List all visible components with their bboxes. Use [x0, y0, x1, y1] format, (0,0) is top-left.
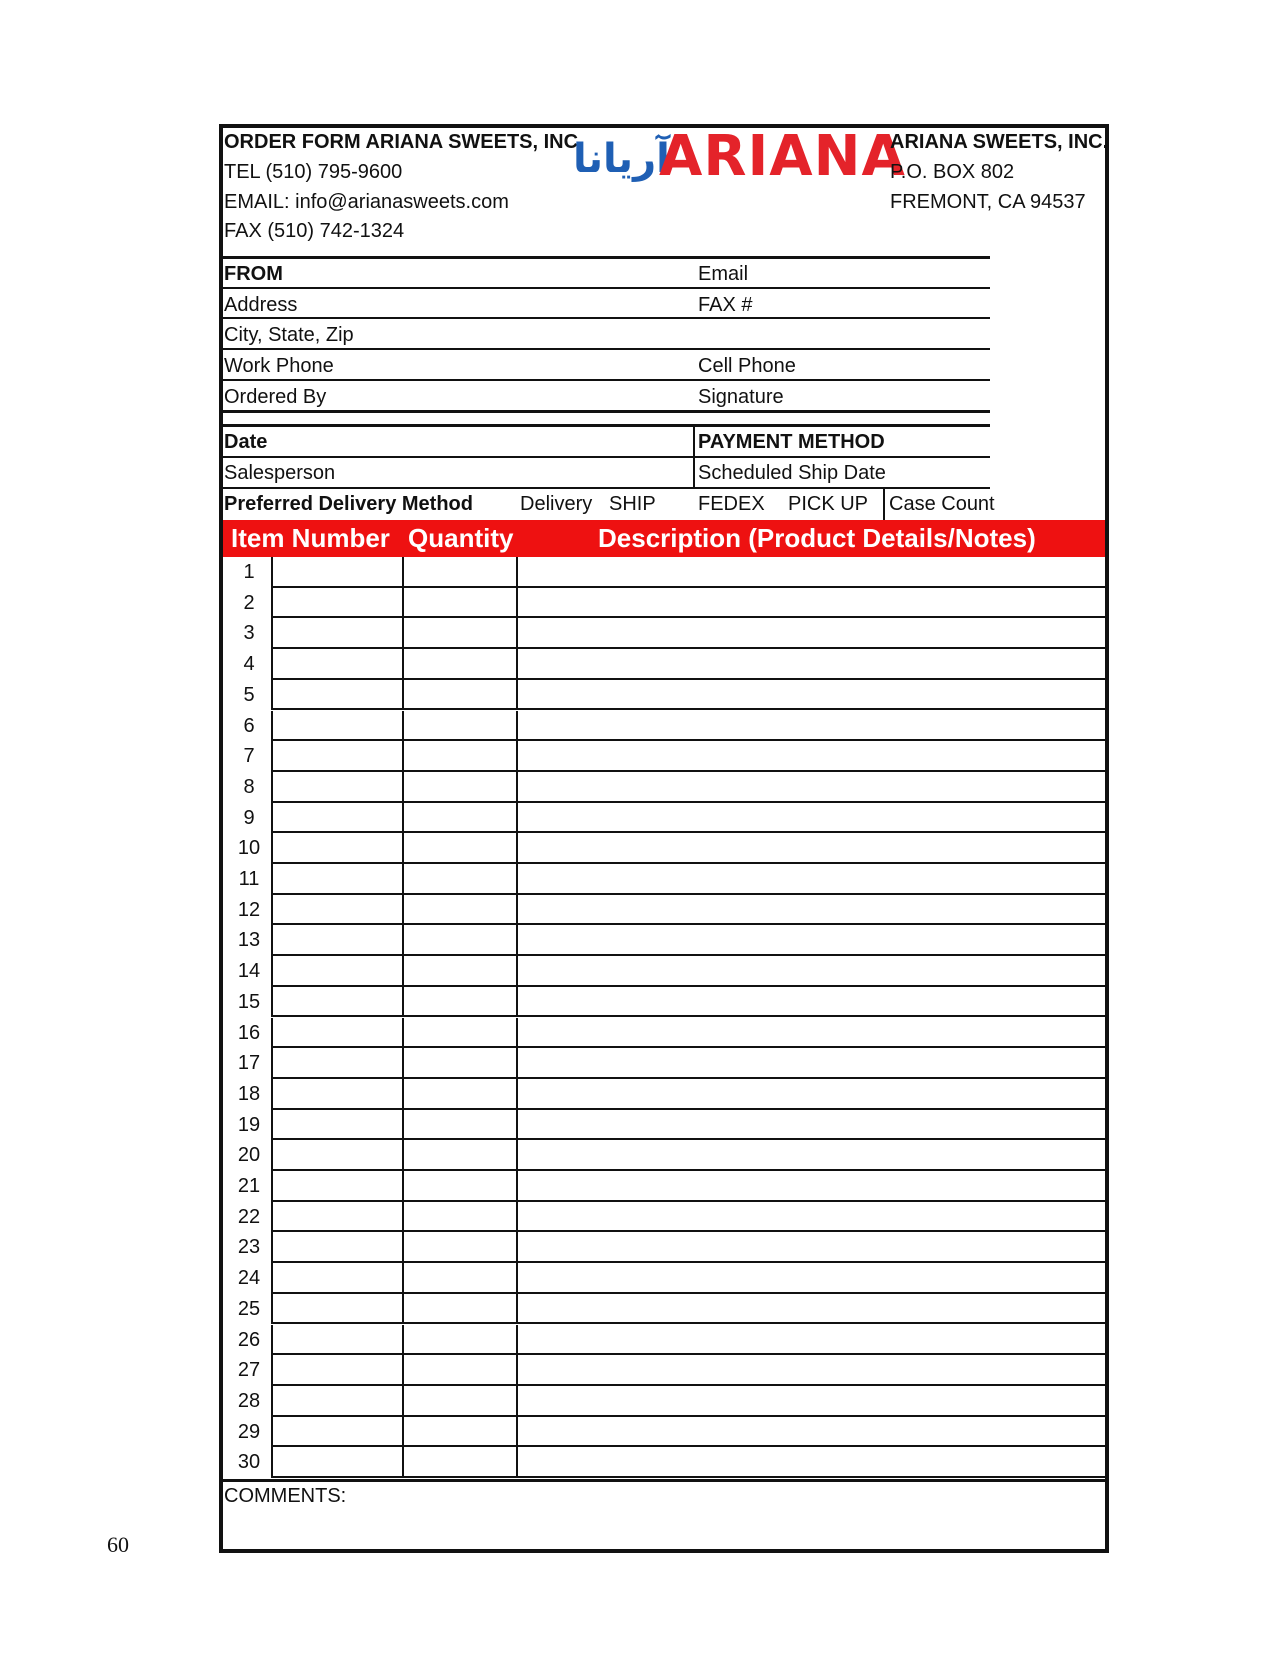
- table-row: [223, 1018, 1105, 1049]
- table-row: [223, 557, 1105, 588]
- table-row: [223, 1355, 1105, 1386]
- row-number: 21: [237, 1175, 261, 1197]
- row-number: 20: [237, 1144, 261, 1167]
- item-number-cell[interactable]: [273, 956, 402, 985]
- item-number-cell[interactable]: [273, 1018, 402, 1047]
- table-row: [223, 956, 1105, 987]
- item-number-cell[interactable]: [273, 649, 402, 678]
- item-number-cell[interactable]: [273, 711, 402, 740]
- work-phone-label: Work Phone: [224, 355, 334, 377]
- item-number-cell[interactable]: [273, 1263, 402, 1292]
- row-number: 22: [237, 1205, 261, 1228]
- item-number-header: Item Number: [231, 523, 390, 553]
- row-number: 4: [243, 653, 255, 676]
- table-row: [223, 772, 1105, 803]
- row-number: 2: [243, 591, 255, 614]
- table-row: [223, 1202, 1105, 1233]
- item-number-cell[interactable]: [273, 1171, 402, 1200]
- description-cell[interactable]: [518, 741, 1105, 770]
- table-row: [223, 1325, 1105, 1356]
- logo-brand-text: ARIANA: [659, 124, 906, 189]
- table-row: [223, 1232, 1105, 1263]
- company-fax: FAX (510) 742-1324: [224, 220, 405, 242]
- table-row: [223, 803, 1105, 834]
- fax-label: FAX #: [698, 294, 753, 316]
- item-number-cell[interactable]: [273, 1232, 402, 1261]
- divider: [223, 1479, 1105, 1482]
- address-label: Address: [224, 294, 298, 316]
- item-number-cell[interactable]: [273, 772, 402, 801]
- row-number: 30: [237, 1451, 261, 1474]
- table-row: [223, 1386, 1105, 1417]
- item-number-cell[interactable]: [273, 987, 402, 1016]
- description-cell[interactable]: [518, 1110, 1105, 1139]
- payment-method-label: PAYMENT METHOD: [698, 431, 885, 453]
- table-row: [223, 741, 1105, 772]
- quantity-cell[interactable]: [404, 588, 516, 617]
- item-number-cell[interactable]: [273, 925, 402, 954]
- description-cell[interactable]: [518, 1079, 1105, 1108]
- quantity-cell[interactable]: [404, 1325, 516, 1354]
- quantity-cell[interactable]: [404, 803, 516, 832]
- table-row: [223, 925, 1105, 956]
- from-label: FROM: [224, 263, 283, 285]
- row-number: 13: [237, 929, 261, 952]
- description-cell[interactable]: [518, 680, 1105, 709]
- divider: [223, 348, 990, 350]
- row-number: 3: [243, 622, 255, 645]
- divider: [223, 256, 990, 259]
- divider: [223, 410, 990, 413]
- row-number: 5: [243, 683, 255, 706]
- description-cell[interactable]: [518, 618, 1105, 647]
- company-email: EMAIL: info@arianasweets.com: [224, 191, 509, 213]
- description-cell[interactable]: [518, 864, 1105, 893]
- item-number-cell[interactable]: [273, 741, 402, 770]
- item-number-cell[interactable]: [273, 680, 402, 709]
- table-row: [223, 987, 1105, 1018]
- table-row: [223, 1110, 1105, 1141]
- description-cell[interactable]: [518, 895, 1105, 924]
- description-cell[interactable]: [518, 987, 1105, 1016]
- item-number-cell[interactable]: [273, 1079, 402, 1108]
- divider: [223, 317, 990, 319]
- quantity-cell[interactable]: [404, 1355, 516, 1384]
- quantity-cell[interactable]: [404, 772, 516, 801]
- quantity-cell[interactable]: [404, 956, 516, 985]
- email-label: Email: [698, 263, 749, 285]
- item-number-cell[interactable]: [273, 895, 402, 924]
- quantity-cell[interactable]: [404, 649, 516, 678]
- item-number-cell[interactable]: [273, 588, 402, 617]
- quantity-cell[interactable]: [404, 1018, 516, 1047]
- quantity-cell[interactable]: [404, 618, 516, 647]
- description-cell[interactable]: [518, 1355, 1105, 1384]
- item-number-cell[interactable]: [273, 1048, 402, 1077]
- table-row: [223, 1048, 1105, 1079]
- description-cell[interactable]: [518, 1048, 1105, 1077]
- description-cell[interactable]: [518, 1171, 1105, 1200]
- row-number: 23: [237, 1236, 261, 1259]
- description-header: Description (Product Details/Notes): [598, 523, 1036, 553]
- ordered-by-label: Ordered By: [224, 386, 327, 408]
- table-row: [223, 588, 1105, 619]
- company-po-box: P.O. BOX 802: [890, 161, 1015, 183]
- row-number: 9: [243, 806, 255, 829]
- description-cell[interactable]: [518, 1386, 1105, 1415]
- description-cell[interactable]: [518, 803, 1105, 832]
- row-number: 12: [237, 898, 261, 921]
- description-cell[interactable]: [518, 1417, 1105, 1446]
- description-cell[interactable]: [518, 1325, 1105, 1354]
- date-label: Date: [224, 431, 268, 453]
- item-number-cell[interactable]: [273, 1417, 402, 1446]
- quantity-cell[interactable]: [404, 833, 516, 862]
- preferred-delivery-label: Preferred Delivery Method: [224, 493, 473, 515]
- quantity-cell[interactable]: [404, 1417, 516, 1446]
- row-number: 16: [237, 1021, 261, 1044]
- quantity-cell[interactable]: [404, 557, 516, 586]
- item-number-cell[interactable]: [273, 1355, 402, 1384]
- row-number: 18: [237, 1082, 261, 1105]
- table-row: [223, 1447, 1105, 1478]
- row-number: 15: [237, 990, 261, 1013]
- row-number: 14: [237, 960, 261, 983]
- ariana-logo: [573, 124, 906, 189]
- description-cell[interactable]: [518, 557, 1105, 586]
- quantity-cell[interactable]: [404, 1447, 516, 1476]
- item-number-cell[interactable]: [273, 833, 402, 862]
- table-row: [223, 1171, 1105, 1202]
- order-form: [219, 124, 1109, 1553]
- scheduled-ship-date-label: Scheduled Ship Date: [698, 462, 886, 484]
- item-number-cell[interactable]: [273, 1110, 402, 1139]
- fedex-option: FEDEX: [698, 493, 765, 515]
- quantity-cell[interactable]: [404, 1232, 516, 1261]
- quantity-cell[interactable]: [404, 925, 516, 954]
- item-number-cell[interactable]: [273, 1386, 402, 1415]
- description-cell[interactable]: [518, 649, 1105, 678]
- table-row: [223, 1263, 1105, 1294]
- description-cell[interactable]: [518, 1263, 1105, 1292]
- row-number: 17: [237, 1052, 261, 1075]
- table-row: [223, 711, 1105, 742]
- table-header-bar: [223, 520, 1105, 557]
- row-number: 28: [237, 1389, 261, 1412]
- quantity-cell[interactable]: [404, 1386, 516, 1415]
- row-number: 29: [237, 1420, 261, 1443]
- table-row: [223, 680, 1105, 711]
- description-cell[interactable]: [518, 1140, 1105, 1169]
- description-cell[interactable]: [518, 956, 1105, 985]
- row-number: 25: [237, 1297, 261, 1320]
- logo-arabic-text: آريانا: [573, 136, 670, 182]
- table-row: [223, 1294, 1105, 1325]
- description-cell[interactable]: [518, 1202, 1105, 1231]
- divider: [223, 379, 990, 381]
- quantity-cell[interactable]: [404, 864, 516, 893]
- item-number-cell[interactable]: [273, 1202, 402, 1231]
- item-number-cell[interactable]: [273, 1447, 402, 1476]
- description-cell[interactable]: [518, 1447, 1105, 1476]
- table-row: [223, 864, 1105, 895]
- quantity-cell[interactable]: [404, 1263, 516, 1292]
- quantity-cell[interactable]: [404, 987, 516, 1016]
- row-number: 26: [237, 1328, 261, 1351]
- table-row: [223, 649, 1105, 680]
- description-cell[interactable]: [518, 711, 1105, 740]
- divider: [223, 287, 990, 289]
- pick-up-option: PICK UP: [788, 493, 869, 515]
- description-cell[interactable]: [518, 925, 1105, 954]
- row-number: 11: [238, 868, 260, 890]
- quantity-cell[interactable]: [404, 895, 516, 924]
- row-number: 1: [243, 561, 255, 583]
- divider: [223, 424, 990, 427]
- item-number-cell[interactable]: [273, 618, 402, 647]
- divider: [223, 456, 990, 458]
- item-number-cell[interactable]: [273, 803, 402, 832]
- description-cell[interactable]: [518, 1294, 1105, 1323]
- case-count-label: Case Count: [889, 493, 995, 515]
- row-number: 24: [237, 1267, 261, 1290]
- table-row: [223, 895, 1105, 926]
- description-cell[interactable]: [518, 588, 1105, 617]
- row-number: 10: [237, 837, 261, 860]
- quantity-header: Quantity: [408, 523, 514, 553]
- quantity-cell[interactable]: [404, 1294, 516, 1323]
- comments-label: COMMENTS:: [224, 1485, 347, 1507]
- table-row: [223, 833, 1105, 864]
- table-row: [223, 618, 1105, 649]
- salesperson-label: Salesperson: [224, 462, 336, 484]
- quantity-cell[interactable]: [404, 680, 516, 709]
- row-number: 19: [237, 1113, 261, 1136]
- description-cell[interactable]: [518, 1232, 1105, 1261]
- delivery-option: Delivery: [520, 493, 593, 515]
- divider: [223, 487, 990, 489]
- company-tel: TEL (510) 795-9600: [224, 161, 403, 183]
- divider-vertical: [883, 487, 885, 520]
- item-number-cell[interactable]: [273, 1140, 402, 1169]
- table-row: [223, 1417, 1105, 1448]
- city-state-zip-label: City, State, Zip: [224, 324, 354, 346]
- quantity-cell[interactable]: [404, 711, 516, 740]
- ship-option: SHIP: [609, 493, 656, 515]
- signature-label: Signature: [698, 386, 784, 408]
- company-name: ARIANA SWEETS, INC.: [890, 131, 1109, 153]
- description-cell[interactable]: [518, 1018, 1105, 1047]
- table-row: [223, 1140, 1105, 1171]
- description-cell[interactable]: [518, 833, 1105, 862]
- company-city: FREMONT, CA 94537: [890, 191, 1086, 213]
- row-number: 8: [243, 775, 255, 798]
- row-number: 27: [237, 1359, 261, 1382]
- quantity-cell[interactable]: [404, 1202, 516, 1231]
- quantity-cell[interactable]: [404, 741, 516, 770]
- comments-field[interactable]: [223, 1510, 1105, 1548]
- row-divider: [271, 1476, 1105, 1478]
- quantity-cell[interactable]: [404, 1079, 516, 1108]
- quantity-cell[interactable]: [404, 1048, 516, 1077]
- item-number-cell[interactable]: [273, 557, 402, 586]
- item-number-cell[interactable]: [273, 1325, 402, 1354]
- item-number-cell[interactable]: [273, 1294, 402, 1323]
- item-number-cell[interactable]: [273, 864, 402, 893]
- row-number: 7: [243, 745, 255, 768]
- page-number: 60: [107, 1532, 129, 1557]
- form-title: ORDER FORM ARIANA SWEETS, INC.: [224, 131, 584, 153]
- table-row: [223, 1079, 1105, 1110]
- quantity-cell[interactable]: [404, 1140, 516, 1169]
- quantity-cell[interactable]: [404, 1171, 516, 1200]
- quantity-cell[interactable]: [404, 1110, 516, 1139]
- cell-phone-label: Cell Phone: [698, 355, 796, 377]
- row-number: 6: [243, 714, 255, 737]
- description-cell[interactable]: [518, 772, 1105, 801]
